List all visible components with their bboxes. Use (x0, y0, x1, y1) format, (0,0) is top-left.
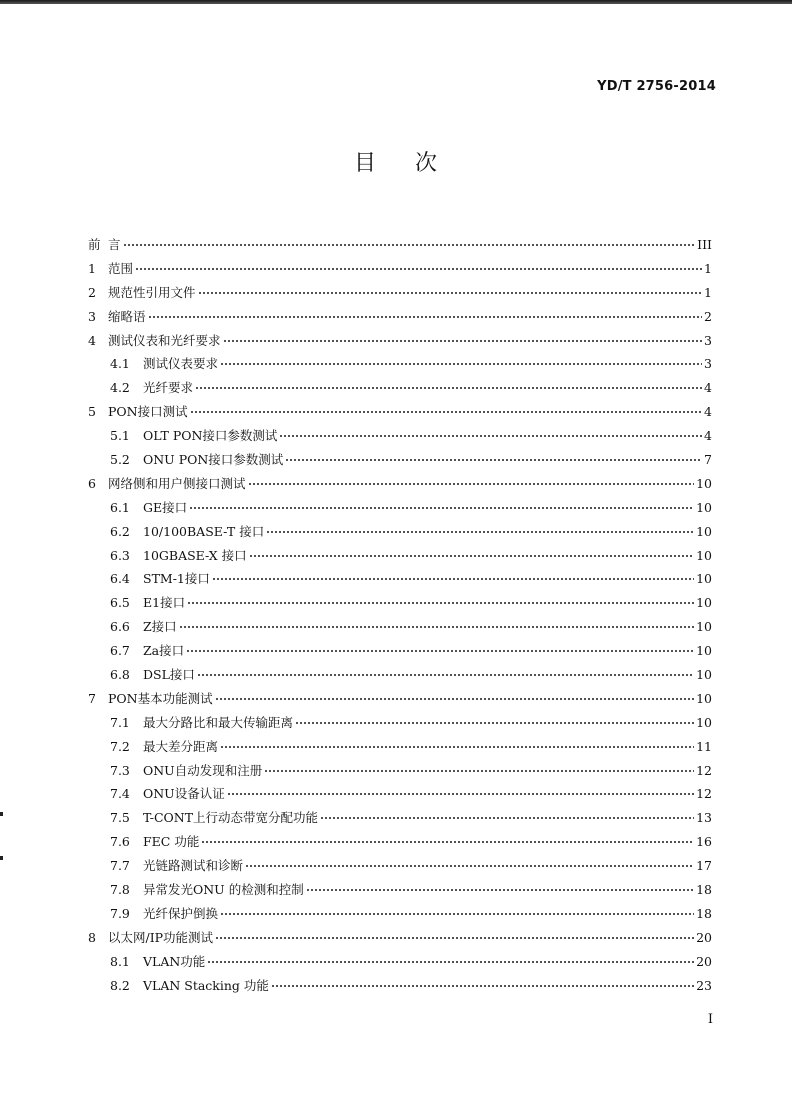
toc-entry-number: 7.7 (110, 858, 130, 874)
toc-entry-title: PON基本功能测试 (108, 690, 213, 706)
toc-entry-title: 网络侧和用户侧接口测试 (108, 475, 246, 491)
toc-entry-page: 13 (696, 810, 712, 826)
scan-mark (0, 856, 3, 860)
toc-entry-page: 4 (704, 404, 712, 420)
toc-dot-leader (198, 292, 703, 294)
toc-entry-title: 异常发光ONU 的检测和控制 (143, 882, 304, 898)
toc-dot-leader (190, 411, 702, 413)
toc-entry-title: E1接口 (143, 595, 186, 611)
toc-entry-title: ONU设备认证 (143, 786, 225, 802)
toc-entry-title: 以太网/IP功能测试 (108, 929, 214, 945)
toc-entry-number: 7.8 (110, 882, 130, 898)
toc-dot-leader (248, 483, 695, 485)
toc-entry[interactable] (88, 305, 712, 329)
toc-dot-leader (320, 817, 694, 819)
toc-entry-page: 10 (696, 547, 712, 563)
toc-entry-number: 2 (88, 284, 96, 300)
toc-entry[interactable] (88, 233, 712, 257)
toc-entry-page: 20 (696, 929, 712, 945)
toc-entry-number: 3 (88, 308, 96, 324)
toc-entry-number: 6 (88, 475, 96, 491)
toc-entry-number: 5 (88, 404, 96, 420)
toc-entry[interactable] (88, 830, 712, 854)
toc-entry-number: 7.6 (110, 834, 130, 850)
toc-entry-title: 10/100BASE-T 接口 (143, 523, 265, 539)
toc-entry[interactable] (88, 400, 712, 424)
toc-entry[interactable] (88, 687, 712, 711)
toc-entry[interactable] (88, 472, 712, 496)
scan-edge (0, 0, 792, 4)
toc-entry-page: 7 (704, 452, 712, 468)
toc-entry[interactable] (88, 496, 712, 520)
toc-entry-title: PON接口测试 (108, 404, 188, 420)
toc-entry-title: FEC 功能 (143, 834, 200, 850)
toc-entry-title: OLT PON接口参数测试 (143, 428, 278, 444)
toc-entry-title: VLAN Stacking 功能 (143, 977, 269, 993)
toc-entry[interactable] (88, 448, 712, 472)
toc-entry[interactable] (88, 854, 712, 878)
toc-dot-leader (271, 985, 694, 987)
toc-entry-number: 8.1 (110, 953, 130, 969)
toc-entry-page: 18 (696, 882, 712, 898)
toc-dot-leader (189, 507, 694, 509)
toc-entry-number: 6.6 (110, 619, 130, 635)
toc-entry-page: 10 (696, 643, 712, 659)
toc-entry-number: 6.8 (110, 667, 130, 683)
toc-entry-number: 4.2 (110, 380, 130, 396)
toc-entry-title: DSL接口 (143, 667, 195, 683)
toc-entry-number: 6.5 (110, 595, 130, 611)
toc-entry[interactable] (88, 352, 712, 376)
toc-entry-page: 10 (696, 690, 712, 706)
toc-entry[interactable] (88, 711, 712, 735)
toc-dot-leader (245, 865, 694, 867)
toc-entry-title: 最大差分距离 (143, 738, 219, 754)
toc-entry-page: 12 (696, 762, 712, 778)
toc-dot-leader (215, 937, 694, 939)
toc-entry-number: 6.2 (110, 523, 130, 539)
toc-dot-leader (207, 961, 694, 963)
toc-entry-page: 10 (696, 571, 712, 587)
toc-entry-page: 10 (696, 714, 712, 730)
toc-entry[interactable] (88, 974, 712, 998)
toc-entry-title: T-CONT上行动态带宽分配功能 (143, 810, 319, 826)
toc-entry-page: 10 (696, 619, 712, 635)
toc-dot-leader (215, 698, 694, 700)
toc-entry-number: 4 (88, 332, 96, 348)
toc-dot-leader (227, 793, 694, 795)
toc-dot-leader (279, 435, 702, 437)
toc-entry-page: 12 (696, 786, 712, 802)
toc-dot-leader (179, 626, 694, 628)
toc-entry-page: 10 (696, 595, 712, 611)
toc-entry-title: 10GBASE-X 接口 (143, 547, 247, 563)
toc-entry[interactable] (88, 329, 712, 353)
toc-entry-title: 测试仪表要求 (143, 356, 219, 372)
toc-entry[interactable] (88, 281, 712, 305)
toc-entry-title: 光纤要求 (143, 380, 194, 396)
toc-entry-page: 10 (696, 667, 712, 683)
toc-entry[interactable] (88, 567, 712, 591)
toc-entry[interactable] (88, 926, 712, 950)
toc-entry-page: 20 (696, 953, 712, 969)
toc-dot-leader (195, 387, 702, 389)
toc-dot-leader (220, 363, 702, 365)
toc-entry-title: 规范性引用文件 (108, 284, 196, 300)
toc-dot-leader (285, 459, 702, 461)
toc-entry-page: 10 (696, 475, 712, 491)
toc-entry-number: 7.5 (110, 810, 130, 826)
toc-dot-leader (212, 578, 694, 580)
toc-entry[interactable] (88, 520, 712, 544)
page-title: 目 次 (354, 151, 438, 176)
toc-entry[interactable] (88, 376, 712, 400)
toc-entry[interactable] (88, 615, 712, 639)
toc-entry-title: GE接口 (143, 499, 188, 515)
toc-entry-page: 10 (696, 523, 712, 539)
toc-entry-page: 10 (696, 499, 712, 515)
toc-entry[interactable] (88, 759, 712, 783)
toc-dot-leader (201, 841, 694, 843)
toc-entry-page: 2 (704, 308, 712, 324)
toc-entry-number: 5.1 (110, 428, 130, 444)
toc-entry-title: 测试仪表和光纤要求 (108, 332, 221, 348)
document-code: YD/T 2756-2014 (597, 79, 716, 94)
toc-entry[interactable] (88, 806, 712, 830)
toc-dot-leader (187, 602, 694, 604)
toc-entry-page: 4 (704, 380, 712, 396)
toc-entry-title: Za接口 (143, 643, 185, 659)
toc-entry[interactable] (88, 257, 712, 281)
toc-entry-number: 前 (88, 237, 101, 252)
toc-dot-leader (220, 913, 694, 915)
toc-entry-number: 4.1 (110, 356, 130, 372)
toc-entry-number: 5.2 (110, 452, 130, 468)
toc-dot-leader (197, 674, 694, 676)
toc-dot-leader (135, 268, 702, 270)
toc-dot-leader (186, 650, 694, 652)
toc-entry-page: 1 (704, 260, 712, 276)
toc-entry-page: 17 (696, 858, 712, 874)
toc-entry-page: III (697, 237, 712, 252)
toc-entry-page: 11 (696, 738, 712, 754)
toc-dot-leader (249, 555, 694, 557)
toc-entry-page: 23 (696, 977, 712, 993)
toc-dot-leader (306, 889, 694, 891)
toc-entry-page: 3 (704, 356, 712, 372)
toc-entry-title: 范围 (108, 260, 134, 276)
toc-entry-title: 言 (108, 237, 121, 252)
toc-entry[interactable] (88, 878, 712, 902)
toc-entry[interactable] (88, 902, 712, 926)
toc-entry-number: 6.7 (110, 643, 130, 659)
toc-entry[interactable] (88, 544, 712, 568)
toc-entry[interactable] (88, 639, 712, 663)
toc-dot-leader (220, 746, 694, 748)
toc-entry[interactable] (88, 735, 712, 759)
toc-entry[interactable] (88, 591, 712, 615)
toc-entry-number: 6.3 (110, 547, 130, 563)
toc-entry-number: 8.2 (110, 977, 130, 993)
toc-entry-number: 1 (88, 260, 96, 276)
toc-entry-page: 4 (704, 428, 712, 444)
toc-entry-title: 缩略语 (108, 308, 146, 324)
toc-entry[interactable] (88, 663, 712, 687)
toc-entry-title: 光纤保护倒换 (143, 905, 219, 921)
toc-dot-leader (223, 340, 703, 342)
toc-entry[interactable] (88, 782, 712, 806)
toc-dot-leader (266, 531, 694, 533)
toc-entry-title: ONU自动发现和注册 (143, 762, 263, 778)
toc-dot-leader (148, 316, 703, 318)
toc-entry-title: VLAN功能 (143, 953, 206, 969)
toc-entry-number: 7.3 (110, 762, 130, 778)
toc-entry-number: 7.9 (110, 905, 130, 921)
toc-entry-title: ONU PON接口参数测试 (143, 452, 284, 468)
toc-entry-page: 3 (704, 332, 712, 348)
toc-dot-leader (264, 770, 694, 772)
toc-entry-title: Z接口 (143, 619, 177, 635)
page-number: I (707, 1012, 713, 1027)
toc-entry-number: 7 (88, 690, 96, 706)
toc-entry-page: 18 (696, 905, 712, 921)
toc-entry-number: 8 (88, 929, 96, 945)
toc-entry[interactable] (88, 950, 712, 974)
toc-entry-number: 7.2 (110, 738, 130, 754)
toc-entry-number: 6.1 (110, 499, 130, 515)
toc-entry-page: 1 (704, 284, 712, 300)
toc-dot-leader (123, 244, 696, 246)
toc-entry-number: 7.1 (110, 714, 130, 730)
toc-entry[interactable] (88, 424, 712, 448)
toc-entry-title: 光链路测试和诊断 (143, 858, 244, 874)
toc-entry-page: 16 (696, 834, 712, 850)
table-of-contents (88, 233, 712, 998)
toc-dot-leader (295, 722, 694, 724)
toc-entry-number: 7.4 (110, 786, 130, 802)
scan-mark (0, 812, 3, 816)
toc-entry-title: STM-1接口 (143, 571, 210, 587)
toc-entry-number: 6.4 (110, 571, 130, 587)
toc-entry-title: 最大分路比和最大传输距离 (143, 714, 294, 730)
